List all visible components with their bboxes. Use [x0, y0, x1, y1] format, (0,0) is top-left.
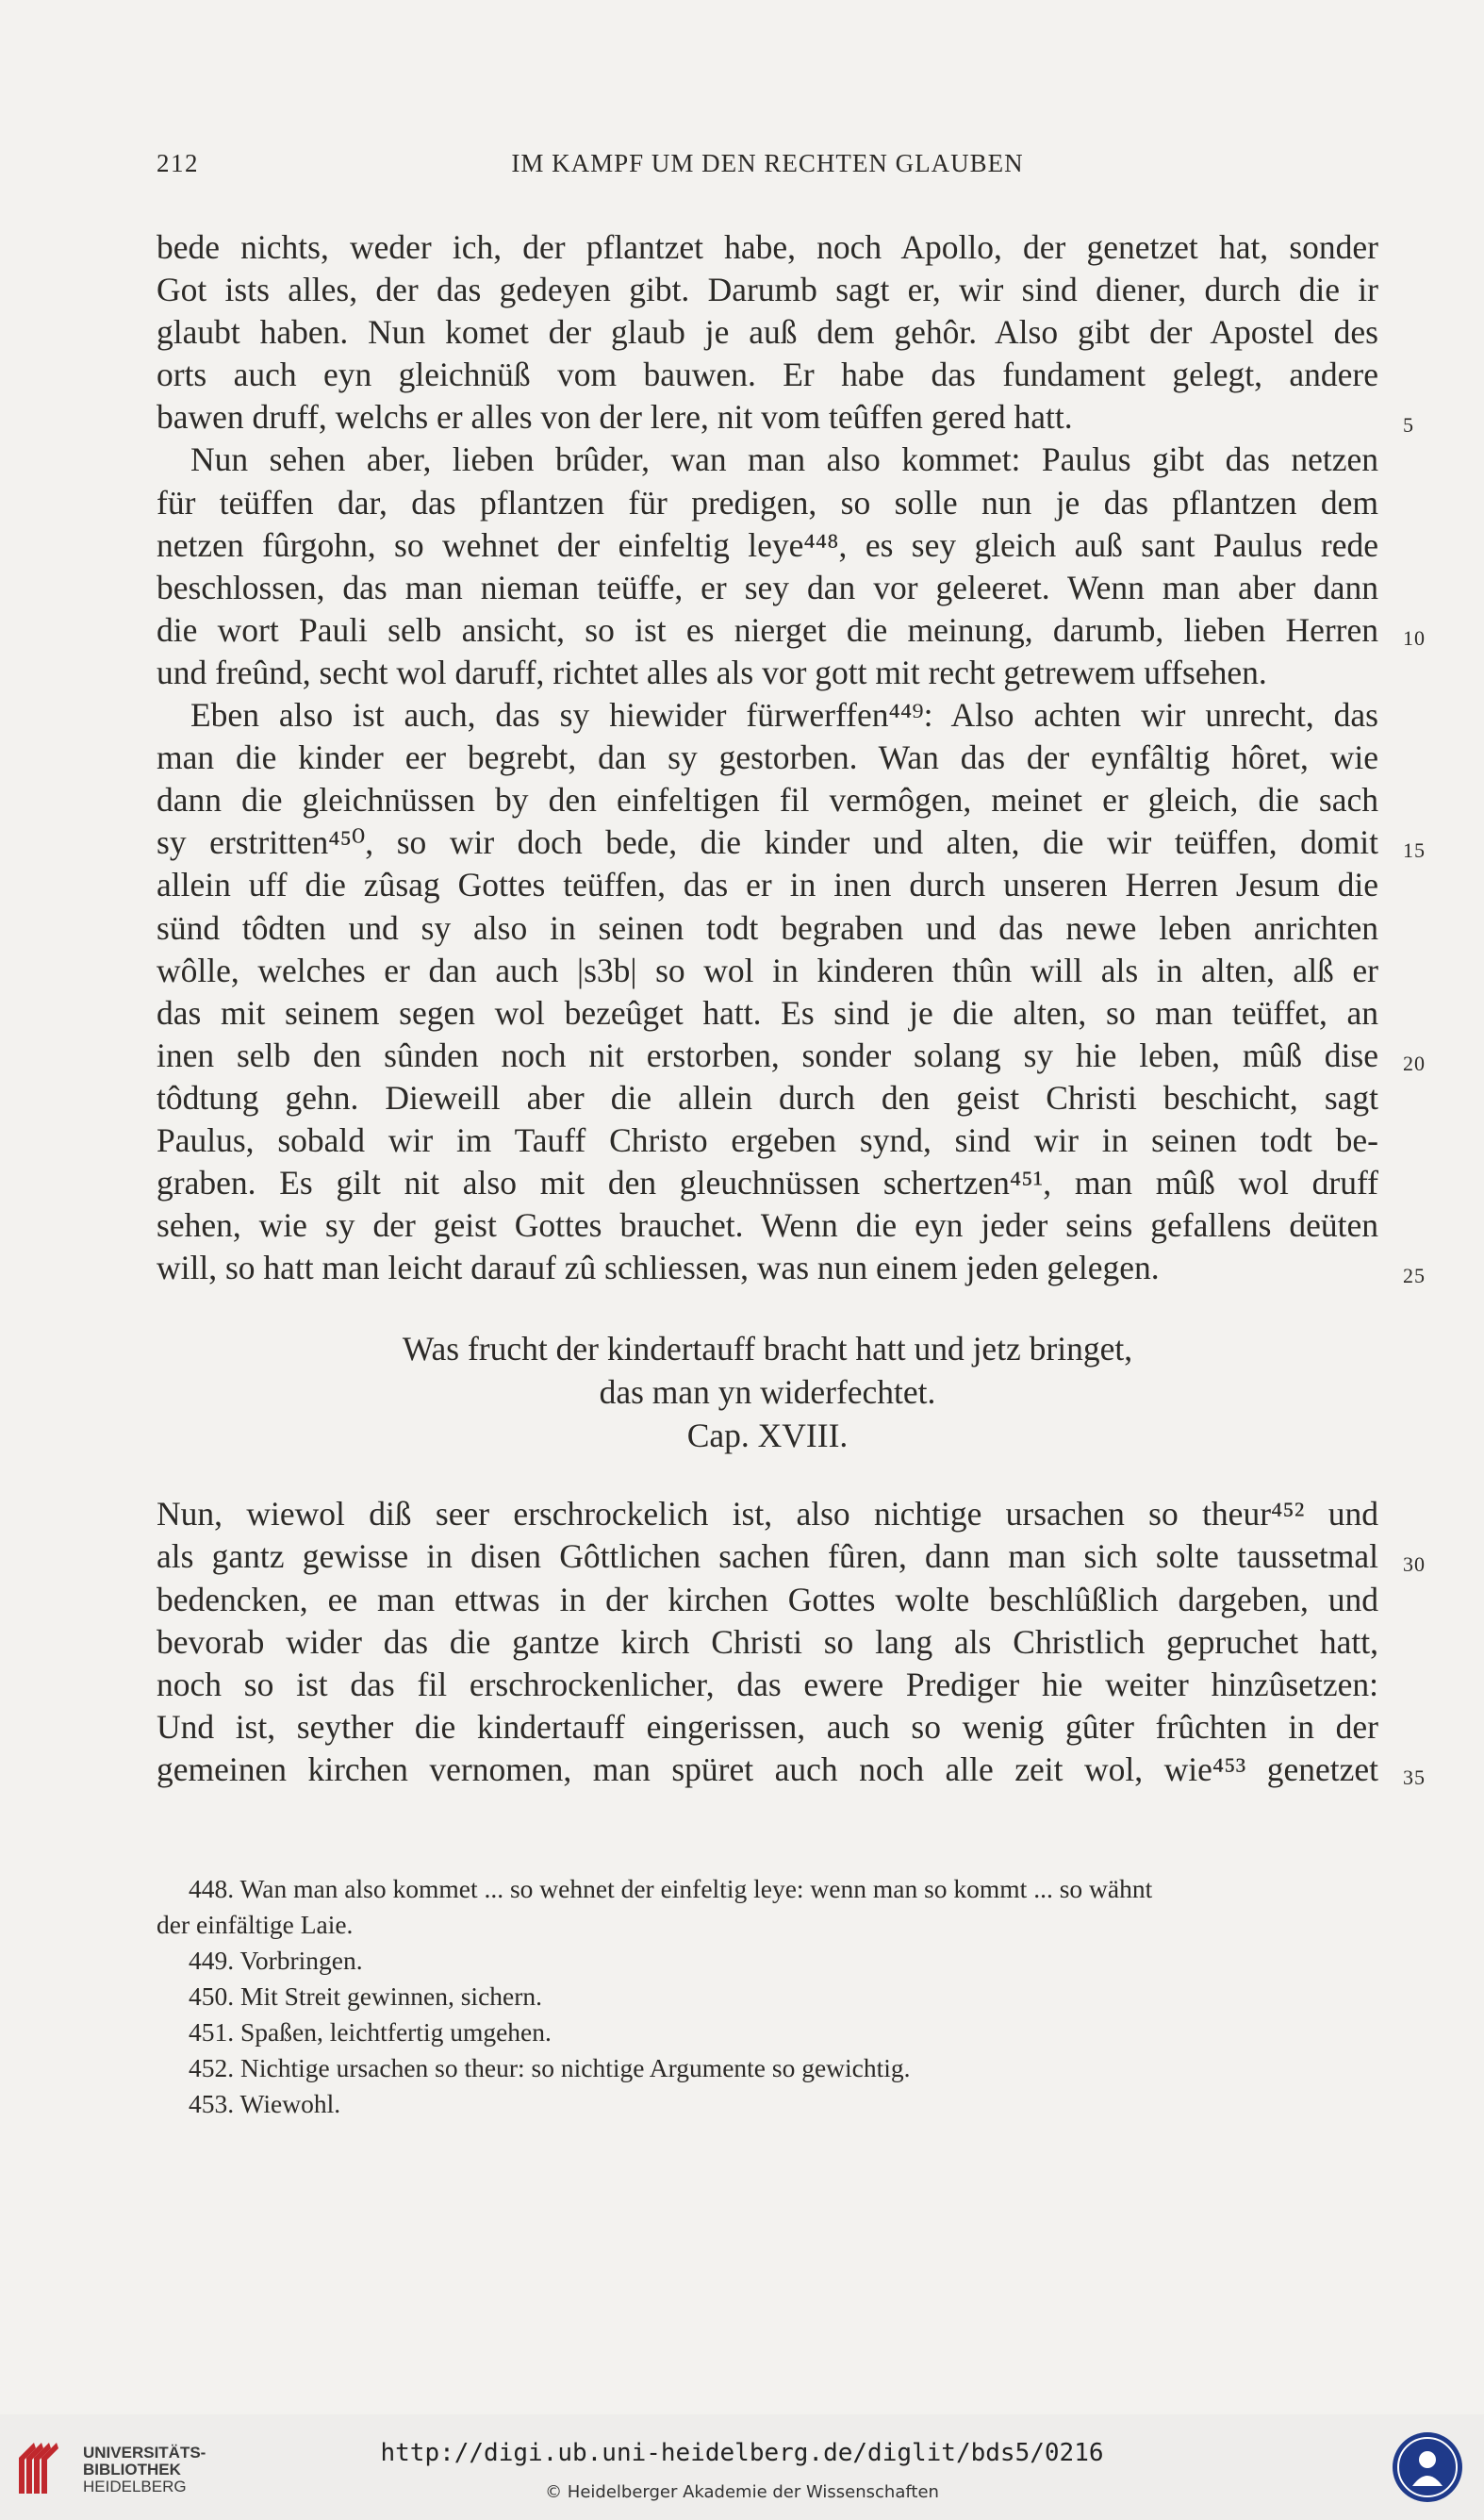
line-number: 35 [1403, 1765, 1426, 1789]
text-line-content: orts auch eyn gleichnüß vom bauwen. Er habe das fundament gelegt, andere [157, 356, 1378, 394]
text-line-content: tôdtung gehn. Dieweill aber die allein durch den geist Christi beschicht, sagt [157, 1078, 1378, 1117]
text-line-content: glaubt haben. Nun komet der glaub je auß dem gehôr. Also gibt der Apostel des [157, 313, 1378, 352]
running-head [157, 149, 1378, 187]
text-line-content: bevorab wider das die gantze kirch Christi so lang als Christlich gepruchet hatt, [157, 1622, 1378, 1661]
text-line [157, 269, 1378, 311]
text-line [157, 1706, 1378, 1749]
text-line-content: dann die gleichnüssen by den einfeltigen fil vermôgen, meinet er gleich, die sach [157, 781, 1378, 820]
text-line-content: will, so hatt man leicht darauf zû schliessen, was nun einem jeden gelegen. [157, 1249, 1160, 1287]
text-line [157, 1664, 1378, 1706]
text-line [157, 1162, 1378, 1204]
text-line-content: das mit seinem segen wol bezeûget hatt. Es sind je die alten, so man teüffet, an [157, 993, 1378, 1032]
text-line-content: sehen, wie sy der geist Gottes brauchet. Wenn die eyn jeder seins gefallens deüten [157, 1206, 1378, 1245]
page-number: 212 [157, 149, 199, 177]
text-line [157, 311, 1378, 354]
footnote-line: 453. Wiewohl. [189, 2089, 341, 2118]
main-text [157, 226, 1426, 1791]
text-line-content: als gantz gewisse in disen Gôttlichen sachen fûren, dann man sich solte taussetmal [157, 1537, 1378, 1576]
text-line-content: für teüffen dar, das pflantzen für predigen, so solle nun je das pflantzen dem [157, 483, 1378, 522]
text-line [157, 992, 1378, 1035]
text-line [157, 864, 1378, 906]
text-line-content: Nun, wiewol diß seer erschrockelich ist, also nichtige ursachen so theur⁴⁵² und [157, 1495, 1378, 1534]
footnote-line: 450. Mit Streit gewinnen, sichern. [189, 1981, 543, 2011]
academy-seal-icon[interactable] [1390, 2429, 1465, 2505]
line-number: 10 [1403, 625, 1426, 650]
text-line [157, 524, 1378, 567]
chapter-heading-line: das man yn widerfechtet. [599, 1373, 936, 1412]
footnote-line: 452. Nichtige ursachen so theur: so nichtige Argumente so gewichtig. [189, 2053, 911, 2082]
text-line-content: Nun sehen aber, lieben brûder, wan man also kommet: Paulus gibt das netzen [190, 440, 1378, 479]
text-line-content: noch so ist das fil erschrockenlicher, das ewere Prediger hie weiter hinzûsetzen: [157, 1665, 1378, 1703]
text-line [157, 1119, 1378, 1162]
text-line-content: die wort Pauli selb ansicht, so ist es nierget die meinung, darumb, lieben Herren [157, 610, 1378, 649]
text-line [157, 354, 1378, 396]
text-line [157, 1493, 1378, 1535]
text-line [157, 1535, 1426, 1578]
text-line [157, 694, 1378, 737]
running-title: IM KAMPF UM DEN RECHTEN GLAUBEN [511, 149, 1024, 177]
line-number: 30 [1403, 1552, 1426, 1577]
footnote-line: 451. Spaßen, leichtfertig umgehen. [189, 2017, 552, 2047]
text-line [157, 439, 1378, 481]
text-line-content: und freûnd, secht wol daruff, richtet alles als vor gott mit recht getrewem uffsehen. [157, 653, 1267, 691]
chapter-heading [157, 1327, 1378, 1457]
text-line-content: netzen fûrgohn, so wehnet der einfeltig leye⁴⁴⁸, es sey gleich auß sant Paulus rede [157, 525, 1378, 564]
text-line-content: sy erstritten⁴⁵⁰, so wir doch bede, die kinder und alten, die wir teüffen, domit [157, 823, 1378, 862]
text-line [157, 396, 1414, 439]
text-line [157, 1204, 1378, 1247]
text-line-content: bawen druff, welchs er alles von der lere, nit vom teûffen gered hatt. [157, 398, 1073, 437]
text-line-content: wôlle, welches er dan auch |s3b| so wol in kinderen thûn will als in alten, alß er [157, 951, 1378, 989]
chapter-number: Cap. XVIII. [686, 1417, 849, 1455]
footnote-line: der einfältige Laie. [157, 1910, 354, 1939]
line-number: 20 [1403, 1051, 1426, 1075]
library-name-line: UNIVERSITÄTS- [83, 2444, 206, 2462]
text-line [157, 226, 1378, 269]
line-number: 5 [1403, 413, 1414, 438]
text-after-heading [157, 1493, 1426, 1791]
text-line-content: Eben also ist auch, das sy hiewider fürwerffen⁴⁴⁹: Also achten wir unrecht, das [190, 696, 1378, 735]
text-line [157, 652, 1378, 694]
text-line-content: Und ist, seyther die kindertauff eingerissen, auch so wenig gûter frûchten in der [157, 1707, 1378, 1746]
line-number: 25 [1403, 1264, 1426, 1288]
text-line-content: sünd tôdten und sy also in seinen todt begraben und das newe leben anrichten [157, 908, 1378, 947]
library-name-line: HEIDELBERG [83, 2478, 187, 2495]
viewer-footer [0, 2414, 1484, 2520]
text-line-content: allein uff die zûsag Gottes teüffen, das er in inen durch unseren Herren Jesum die [157, 866, 1378, 904]
permalink-url[interactable]: http://digi.ub.uni-heidelberg.de/diglit/bds5/0216 [380, 2439, 1104, 2467]
text-line-content: Paulus, sobald wir im Tauff Christo ergeben synd, sind wir in seinen todt be- [157, 1120, 1378, 1159]
text-line [157, 1579, 1378, 1621]
text-line [157, 609, 1426, 652]
text-line-content: inen selb den sûnden noch nit erstorben, sonder solang sy hie leben, mûß dise [157, 1036, 1378, 1074]
footnote-line: 449. Vorbringen. [189, 1946, 363, 1975]
footnotes [157, 1871, 1378, 2122]
text-line [157, 907, 1378, 950]
text-line [157, 1077, 1378, 1119]
text-line [157, 779, 1378, 821]
text-line-content: gemeinen kirchen vernomen, man spüret auch noch alle zeit wol, wie⁴⁵³ genetzet [157, 1749, 1378, 1788]
text-line [157, 737, 1378, 779]
copyright-notice: © Heidelberger Akademie der Wissenschaften [545, 2482, 939, 2502]
library-name-line: BIBLIOTHEK [83, 2461, 181, 2479]
text-line [157, 1749, 1426, 1791]
text-line-content: bede nichts, weder ich, der pflantzet habe, noch Apollo, der genetzet hat, sonder [157, 228, 1378, 266]
text-line-content: man die kinder eer begrebt, dan sy gestorben. Wan das der eynfâltig hôret, wie [157, 738, 1378, 777]
text-line [157, 821, 1426, 864]
text-line [157, 1035, 1426, 1077]
text-line-content: bedencken, ee man ettwas in der kirchen Gottes wolte beschlûßlich dargeben, und [157, 1580, 1378, 1618]
text-line-content: Got ists alles, der das gedeyen gibt. Darumb sagt er, wir sind diener, durch die ir [157, 271, 1378, 309]
chapter-heading-line: Was frucht der kindertauff bracht hatt und jetz bringet, [402, 1330, 1133, 1368]
text-line [157, 950, 1378, 992]
text-before-heading [157, 226, 1426, 1289]
footnote-line: 448. Wan man also kommet ... so wehnet der einfeltig leye: wenn man so kommt ... so wähnt [189, 1874, 1153, 1903]
text-line-content: graben. Es gilt nit also mit den gleuchnüssen schertzen⁴⁵¹, man mûß wol druff [157, 1164, 1378, 1202]
text-line [157, 567, 1378, 609]
text-line-content: beschlossen, das man nieman teüffe, er sey dan vor geleeret. Wenn man aber dann [157, 568, 1378, 606]
line-number: 15 [1403, 838, 1426, 863]
text-line [157, 1621, 1378, 1664]
text-line [157, 1247, 1426, 1289]
text-line [157, 482, 1378, 524]
